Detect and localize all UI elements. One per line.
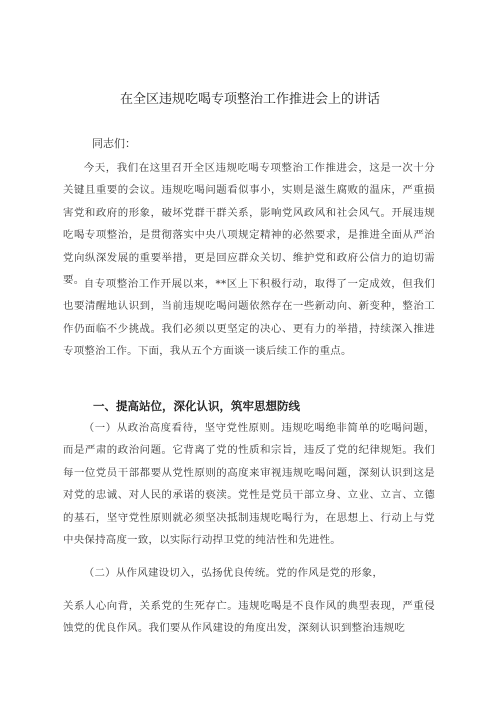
salutation: 同志们： <box>92 137 136 150</box>
body-paragraph-2: 自专项整治工作开展以来，**区上下积极行动，取得了一定成效，但我们也要清醒地认识到，当前违规吃喝问题依然存在一些新动向、新变种，整治工作仍面临不少挑战。我们必须以更坚定的决心、更有力的举措，持续深入推进专项整治工作。下面，我从五个方面谈一谈后续工作的重点。 <box>63 278 435 358</box>
body-paragraph-1: 今天，我们在这里召开全区违规吃喝专项整治工作推进会，这是一次十分关键且重要的会议。违规吃喝问题看似事小，实则是滋生腐败的温床，严重损害党和政府的形象，破坏党群干群关系，影响党风政风和社会风气。开展违规吃喝专项整治，是贯彻落实中央八项规定精神的必然要求，是推进全面从严治党向纵深发展的重要举措，更是回应群众关切、维护党和政府公信力的迫切需要。 <box>63 162 435 287</box>
section1-paragraph-1: （一）从政治高度看待，坚守党性原则。违规吃喝绝非简单的吃喝问题，而是严肃的政治问题。它背离了党的性质和宗旨，违反了党的纪律规矩。我们每一位党员干部都要从党性原则的高度来审视违规吃喝问题，深刻认识到这是对党的忠诚、对人民的承诺的亵渎。党性是党员干部立身、立业、立言、立德的基石，坚守党性原则就必须坚决抵制违规吃喝行为，在思想上、行动上与党中央保持高度一致，以实际行动捍卫党的纯洁性和先进性。 <box>63 422 435 547</box>
section-heading-1: 一、提高站位，深化认识，筑牢思想防线 <box>93 399 300 413</box>
section1-paragraph-2: （二）从作风建设切入，弘扬优良传统。党的作风是党的形象， <box>83 567 384 579</box>
section1-paragraph-2-continued: 关系人心向背，关系党的生死存亡。违规吃喝是不良作风的典型表现，严重侵蚀党的优良作风。我们要从作风建设的角度出发，深刻认识到整治违规吃 <box>63 600 435 635</box>
document-title: 在全区违规吃喝专项整治工作推进会上的讲话 <box>119 92 380 107</box>
